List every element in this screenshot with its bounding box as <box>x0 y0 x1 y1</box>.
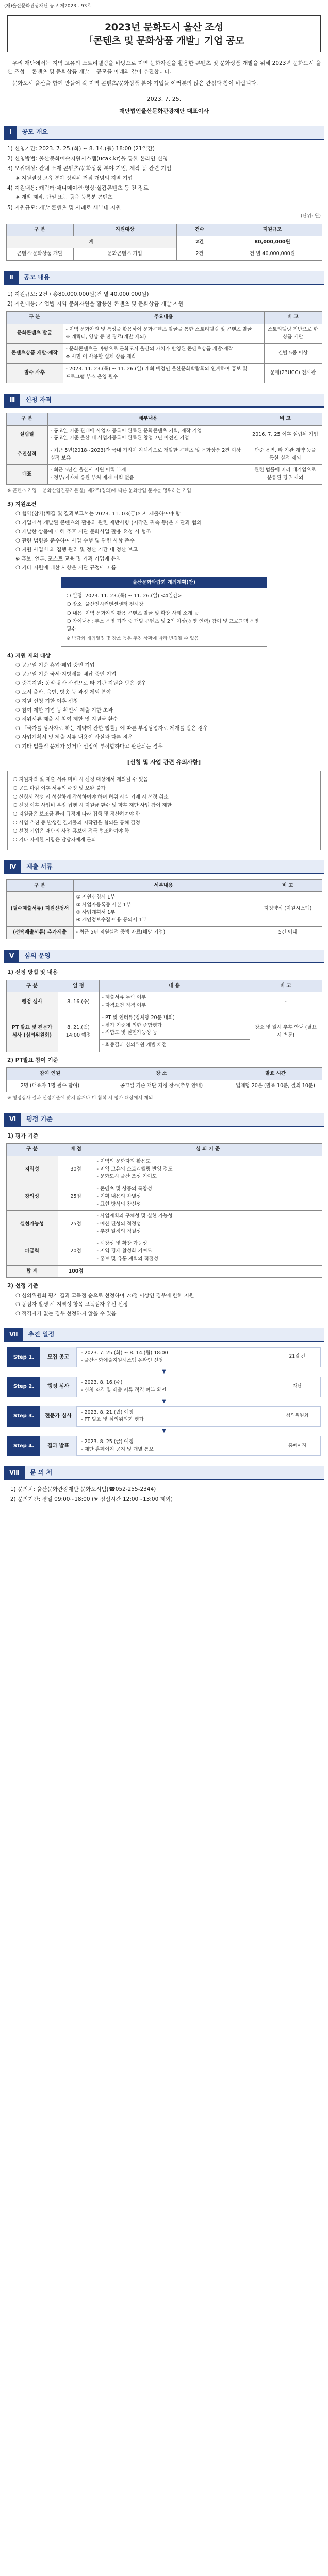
section-number: Ⅶ <box>4 1328 23 1341</box>
row-category: 추진실적 <box>6 445 47 465</box>
row-category: 콘텐츠상품 개발·제작 <box>6 344 63 363</box>
total-label: 계 <box>6 236 176 248</box>
exclusion-list <box>4 662 324 751</box>
date-signature <box>4 95 324 115</box>
pt-table <box>6 1067 322 1092</box>
criteria-item: - 콘텐츠 및 상품의 독창성 <box>96 1186 152 1192</box>
criteria-item: - 홍보 및 유통 계획의 적절성 <box>96 1256 158 1262</box>
caution-title: [신청 및 사업 관련 유의사항] <box>127 759 201 766</box>
row-note: 관련 법률에 따라 대기업으로 분류된 경우 제외 <box>249 465 322 484</box>
down-arrow-icon: ▼ <box>162 1398 166 1404</box>
table-row <box>6 992 322 1012</box>
exclusion-item: ❍ 「국가를 당사자로 하는 계약에 관한 법률」에 따른 부정당업자로 제재를 받은 경우 <box>15 725 208 732</box>
section-number: Ⅱ <box>4 271 19 284</box>
criteria-item: - 사업계획의 구체성 및 실현 가능성 <box>96 1213 173 1219</box>
overview-subitem: ※ 지원결정 고유 분야 정리된 거점 개념의 지역 기업 <box>15 175 133 181</box>
overview-item: 4) 지원내용: 캐릭터·애니메이션·영상·실감콘텐츠 등 전 장르 <box>7 185 149 191</box>
table-row <box>6 465 322 484</box>
table-row <box>6 927 322 939</box>
table-row <box>6 324 322 343</box>
down-arrow-icon: ▼ <box>162 1428 166 1434</box>
contact-item: 1) 문의처: 울산문화관광재단 문화도시팀(☎052-255-2344) <box>10 1486 156 1493</box>
table-header: 내 용 <box>99 980 250 992</box>
total-score: 100점 <box>58 1265 94 1278</box>
caution-box <box>7 771 321 850</box>
qualification-table <box>6 413 322 485</box>
table-header: 구 분 <box>6 1144 58 1156</box>
section-number: Ⅰ <box>4 126 17 139</box>
table-header: 세부내용 <box>47 413 249 425</box>
fair-plan-item: ❍ 일정: 2023. 11. 23.(목) ~ 11. 26.(일) <4일간> <box>67 593 182 599</box>
criteria-item: - 추진 일정의 적절성 <box>96 1228 141 1234</box>
unit-label: (단위: 원) <box>301 214 321 219</box>
criteria-item: - 지역 경제 활성화 기여도 <box>96 1248 152 1255</box>
pt-time: 업체당 20분 (발표 10분, 질의 10분) <box>229 1080 322 1092</box>
overview-item: 2) 신청방법: 울산문화예술지원시스템(ucak.kr)을 통한 온라인 신청 <box>7 155 168 162</box>
pt-place: 공고일 기준 재단 지정 장소(추후 안내) <box>94 1080 229 1092</box>
schedule-step <box>7 1377 321 1397</box>
step-name: 결과 발표 <box>40 1436 76 1456</box>
section-label: 공모 개요 <box>17 126 324 139</box>
row-score: 30점 <box>58 1156 94 1183</box>
schedule-step <box>7 1406 321 1427</box>
exclusion-item: ❍ 공고일 기준 국세·지방세를 체납 중인 기업 <box>15 671 117 677</box>
overview-list <box>4 145 324 212</box>
table-header: 배 점 <box>58 1144 94 1156</box>
step-description: - 2023. 8. 25.(금) 예정 - 재단 홈페이지 공지 및 개별 통보 <box>76 1436 274 1456</box>
section-label: 추진 일정 <box>23 1328 324 1341</box>
section-heading-overview <box>4 126 324 140</box>
row-category: 지역성 <box>6 1156 58 1183</box>
step-side: 홈페이지 <box>274 1436 321 1456</box>
row-score: 25점 <box>58 1211 94 1238</box>
condition-item: ❍ 협약(참가)체결 및 결과보고서는 2023. 11. 03(금)까지 제출하여야 함 <box>15 511 181 517</box>
table-row <box>6 363 322 383</box>
section-label: 신청 자격 <box>20 394 324 406</box>
row-description: - 최근 5년(2018~2023)간 국내 기업이 지체적으로 개발한 콘텐츠 및 문화상품 2건 이상 실적 보유 <box>47 445 249 465</box>
exclusion-item: ❍ 참여 제한 기업 등 확인서 제출 기한 초과 <box>15 707 113 714</box>
fair-plan-note: ※ 박람회 개최일정 및 장소 등은 추진 상황에 따라 변경될 수 있음 <box>67 636 199 641</box>
table-header: 지원대상 <box>73 224 176 236</box>
condition-item: ❍ 기타 지원에 대한 사항은 재단 규정에 따름 <box>15 565 117 571</box>
step-label: Step 1. <box>7 1347 40 1367</box>
criteria-item: - 기획 내용의 차별성 <box>96 1193 141 1199</box>
table-header: 지원규모 <box>223 224 322 236</box>
step-description: - 2023. 8. 16.(수) - 신청 자격 및 제출 서류 적격 여부 확인 <box>76 1377 274 1397</box>
exclusion-item: ❍ 기타 법률적 문제가 있거나 선정이 부적합하다고 판단되는 경우 <box>15 743 163 750</box>
row-note: 단순 용역, 타 기관 계약 등을 통한 실적 제외 <box>249 445 322 465</box>
condition-item: ❍ 관련 법령을 준수하여 사업 수행 및 관련 사항 준수 <box>15 538 135 544</box>
step-side: 심의위원회 <box>274 1406 321 1427</box>
table-header: 비 고 <box>250 980 322 992</box>
table-header: 발표 시간 <box>229 1067 322 1080</box>
overview-subitem: ※ 개발 제작, 단일 또는 묶음 등록분 콘텐츠 <box>15 195 113 201</box>
row-description: - 2023. 11. 23.(목) ~ 11. 26.(일) 개최 예정인 울산문화박람회와 연계하여 홍보 및 프로그램 부스 운영 필수 <box>63 363 264 383</box>
section-number: Ⅳ <box>4 860 21 873</box>
table-row <box>6 425 322 445</box>
row-description: - 문화콘텐츠를 바탕으로 문화도시 울산의 가치가 반영된 콘텐츠상품 개발·제작 ※ 시민 이 사용할 실제 상품 제작 <box>63 344 264 363</box>
table-header: 구 분 <box>6 312 63 324</box>
document-item: - 최근 5년 지원실적 증빙 자료(해당 기업) <box>76 929 166 936</box>
pt-people: 2명 (대표자 1명 필수 참여) <box>6 1080 94 1092</box>
section-heading-review <box>4 950 324 963</box>
section-number: Ⅴ <box>4 950 19 962</box>
review-subtitle: 1) 선정 방법 및 내용 <box>7 969 58 976</box>
fair-plan-item: ❍ 참여내용: 부스 운영 기간 중 개발 콘텐츠 및 2인 이상(운영 인력) 참여 및 프로그램 운영 필수 <box>67 619 259 633</box>
condition-item: ❍ 기업에서 개발된 콘텐츠의 활용과 관련 제반사항 (저작권 귀속 등)은 재단과 협의 <box>15 520 202 526</box>
table-row <box>6 248 322 261</box>
intro-paragraph: 문화도시 울산을 함께 만들어 갈 지역 콘텐츠/문화상품 분야 기업들 여러분의 많은 관심과 참여 바랍니다. <box>12 80 258 87</box>
table-header: 구 분 <box>6 224 73 236</box>
row-category: 창의성 <box>6 1183 58 1211</box>
step-label: Step 2. <box>7 1377 40 1397</box>
conditions-title: 3) 지원조건 <box>7 501 37 507</box>
fair-plan-item: ❍ 내용: 지역 문화자원 활용 콘텐츠 발굴 및 확장 사례 소개 등 <box>67 610 199 616</box>
section-label: 심의 운영 <box>19 950 324 962</box>
contact-info <box>7 1485 321 1504</box>
table-header: 비 고 <box>254 879 322 892</box>
exclusion-item: ❍ 공고일 기준 휴업·폐업 중인 기업 <box>15 663 95 669</box>
section-heading-qualification <box>4 394 324 408</box>
score-title: 1) 평가 기준 <box>7 1132 38 1139</box>
row-category: 실현가능성 <box>6 1211 58 1238</box>
row-note: 문예(23UCC) 전시관 <box>264 363 322 383</box>
total-count: 2건 <box>176 236 223 248</box>
row-description: - 최근 5년간 울산시 지원 이력 부재 - 정부/지자체 유관 부처 제재 이력 없음 <box>47 465 249 484</box>
step-name: 행정 심사 <box>40 1377 76 1397</box>
criteria-item: - 시장성 및 확장 가능성 <box>96 1241 147 1247</box>
row-category: (필수제출서류) 지원신청서 <box>6 892 73 927</box>
caution-item: ❍ 지원자격 및 제출 서류 미비 시 선정 대상에서 제외될 수 있음 <box>13 777 148 783</box>
step-description: - 2023. 8. 21.(월) 예정 - PT 발표 및 심의위원회 평가 <box>76 1406 274 1427</box>
row-category: 콘텐츠·문화상품 개발 <box>6 248 73 261</box>
qualification-note: ※ 콘텐츠 기업 「문화산업진흥기본법」제2조(정의)에 따른 문화산업 분야를 영위하는 기업 <box>7 488 191 494</box>
row-note: - <box>250 992 322 1012</box>
table-row <box>6 344 322 363</box>
document-item: ① 지원신청서 1부 <box>76 894 116 901</box>
criteria-item: - 문화도시 울산 조성 기여도 <box>96 1174 157 1180</box>
table-header: 건수 <box>176 224 223 236</box>
table-header: 심 의 기 준 <box>94 1144 322 1156</box>
condition-item: ❍ 지원 사업비 의 집행 관리 및 정산 기간 내 정산 보고 <box>15 547 138 553</box>
exclusion-item: ❍ 사업계획서 및 제출 서류 내용이 사실과 다른 경우 <box>15 735 133 741</box>
table-row <box>6 1012 322 1039</box>
section-number: Ⅵ <box>4 1113 21 1126</box>
schedule-step <box>7 1436 321 1456</box>
select-item: ❍ 적격자가 없는 경우 선정하지 않을 수 있음 <box>15 1311 117 1317</box>
step-label: Step 4. <box>7 1436 40 1456</box>
row-note: 건별 5종 이상 <box>264 344 322 363</box>
exclusion-item: ❍ 중복지원: 동일·유사 사업으로 타 기관 지원을 받은 경우 <box>15 681 146 687</box>
content-item: 1) 지원규모: 2건 / 총80,000,000원(건 별 40,000,000원) <box>7 291 149 297</box>
table-row <box>6 892 322 927</box>
table-header: 구 분 <box>6 413 47 425</box>
section-heading-schedule <box>4 1328 324 1342</box>
row-note: 5건 이내 <box>254 927 322 939</box>
contact-item: 2) 문의기간: 평일 09:00~18:00 (※ 점심시간 12:00~13:00 제외) <box>10 1496 173 1503</box>
section-heading-scoring <box>4 1113 324 1127</box>
review-table <box>6 980 322 1052</box>
total-label: 합 계 <box>6 1265 58 1278</box>
exclusion-item: ❍ 지원 신청 기한 이후 신청 <box>15 699 78 705</box>
down-arrow-icon: ▼ <box>162 1369 166 1375</box>
select-title: 2) 선정 기준 <box>7 1283 38 1290</box>
overview-item: 5) 지원규모: 개발 콘텐츠 및 사례로 세부내 지원 <box>7 204 121 211</box>
row-date: 8. 21.(월) 14:00 예정 <box>58 1012 99 1052</box>
select-item: ❍ 동점자 발생 시 지역성 항목 고득점자 우선 선정 <box>15 1302 128 1308</box>
row-target: 문화콘텐츠 기업 <box>73 248 176 261</box>
step-name: 모집 공고 <box>40 1347 76 1367</box>
row-description: - 지역 문화자원 및 특성을 활용하여 문화콘텐츠 발굴을 통한 스토리텔링 및 콘텐츠 발굴 ※ 캐릭터, 영상 등 전 장르(개발 제외) <box>63 324 264 343</box>
criteria-item: - 지역 고유의 스토리텔링 반영 정도 <box>96 1166 173 1172</box>
row-category: PT 발표 및 전문가 심사 (심의위원회) <box>6 1012 58 1052</box>
document-item: ③ 사업계획서 1부 <box>76 909 116 916</box>
table-row <box>6 1080 322 1092</box>
table-header: 비 고 <box>249 413 322 425</box>
exclusion-item: ❍ 허위서류 제출 시 참여 제한 및 지원금 환수 <box>15 717 118 723</box>
table-header: 세부내용 <box>73 879 254 892</box>
row-description: - PT 및 인터뷰(업체당 20분 내외) - 평가 기준에 의한 종합평가 - 적합도 및 실현가능성 등 <box>99 1012 250 1039</box>
document-item: ② 사업자등록증 사본 1부 <box>76 902 131 908</box>
schedule-steps <box>7 1347 321 1456</box>
exclusion-item: ❍ 도서 출판, 음반, 방송 등 과정 제외 분야 <box>15 689 111 696</box>
table-row <box>6 1156 322 1183</box>
condition-item: ※ 홍보, 언론, 포스트 교육 및 기획 기업에 유의 <box>15 556 121 562</box>
row-description: - 제출서류 누락 여부 - 자격요건 적격 여부 <box>99 992 250 1012</box>
section-heading-content <box>4 271 324 285</box>
caution-item: ❍ 기타 자세한 사항은 담당자에게 문의 <box>13 837 96 843</box>
row-description: - 공고일 기준 관내에 사업자 등록이 완료된 문화콘텐츠 기획, 제작 기업 - 공고일 기준 울산 내 사업자등록이 완료된 창업 7년 이전인 기업 <box>47 425 249 445</box>
notice-date: 2023. 7. 25. <box>146 96 182 103</box>
step-side: 21일 간 <box>274 1347 321 1367</box>
row-note: 장소 및 일시 추후 안내 (필요 시 변동) <box>250 1012 322 1052</box>
intro-paragraph: 우리 재단에서는 지역 고유의 스토리텔링을 바탕으로 지역 문화자원을 활용한 콘텐츠 및 문화상품 개발을 위해 2023년 문화도시 울산 조성 「콘텐츠 및 문화상품 개발」 공모를 아래와 같이 추진합니다. <box>7 60 321 75</box>
section-label: 공모 내용 <box>19 271 324 284</box>
section-number: Ⅲ <box>4 394 20 406</box>
criteria-item: - 예산 편성의 적정성 <box>96 1221 141 1227</box>
row-amount: 건 별 40,000,000원 <box>223 248 322 261</box>
fair-plan-title: 울산문화박람회 개최계획(안) <box>61 577 267 589</box>
table-row <box>6 1238 322 1265</box>
documents-table <box>6 879 322 939</box>
schedule-step <box>7 1347 321 1367</box>
table-header: 주요내용 <box>63 312 264 324</box>
caution-item: ❍ 선정 이후 사업비 부정 집행 시 지원금 환수 및 향후 재단 사업 참여 제한 <box>13 803 172 809</box>
select-item: ❍ 심의위원회 평가 결과 고득점 순으로 선정하며 70점 이상인 경우에 한해 지원 <box>15 1293 194 1299</box>
title-box <box>7 15 321 52</box>
issuer: 재단법인울산문화관광재단 대표이사 <box>119 108 209 115</box>
table-header: 참여 인원 <box>6 1067 94 1080</box>
table-header: 구 분 <box>6 980 58 992</box>
table-header: 장 소 <box>94 1067 229 1080</box>
caution-item: ❍ 사업 추진 중 발생한 결과물의 저작권은 협의를 통해 결정 <box>13 820 140 826</box>
table-header: 일 정 <box>58 980 99 992</box>
row-category: 설립일 <box>6 425 47 445</box>
row-category: 파급력 <box>6 1238 58 1265</box>
caution-item: ❍ 신청서 작성 시 성실하게 작성하여야 하며 허위 사실 기재 시 선정 취소 <box>13 794 169 800</box>
row-category: (선택제출서류) 추가제출 <box>6 927 73 939</box>
table-header: 비 고 <box>264 312 322 324</box>
row-category: 대표 <box>6 465 47 484</box>
fair-plan-box <box>61 577 267 647</box>
row-category: 문화콘텐츠 발굴 <box>6 324 63 343</box>
step-name: 전문가 심사 <box>40 1406 76 1427</box>
document-item: ④ 개인정보수집·이용 동의서 1부 <box>76 917 147 923</box>
section-label: 제출 서류 <box>21 860 324 873</box>
overview-item: 3) 모집대상: 관내 소재 콘텐츠/문화상품 분야 기업, 제작 등 관련 기업 <box>7 165 172 172</box>
total-amount: 80,000,000원 <box>223 236 322 248</box>
row-category: 발수 사후 <box>6 363 63 383</box>
page-title-line1: 2023년 문화도시 울산 조성 <box>105 21 223 33</box>
row-note: 2016. 7. 25 이후 설립된 기업 <box>249 425 322 445</box>
row-score: 20점 <box>58 1238 94 1265</box>
fair-plan-item: ❍ 장소: 울산전시컨벤션센터 전시장 <box>67 602 144 608</box>
table-row <box>6 1211 322 1238</box>
page-title-line2: 「콘텐츠 및 문화상품 개발」기업 공모 <box>84 35 244 46</box>
row-date: 8. 16.(수) <box>58 992 99 1012</box>
table-row <box>6 236 322 248</box>
criteria-item: - 지역의 문화자원 활용도 <box>96 1158 151 1164</box>
row-count: 2건 <box>176 248 223 261</box>
caution-item: ❍ 지원금은 보조금 관리 규정에 따라 집행 및 정산하여야 함 <box>13 811 140 818</box>
pt-title: 2) PT발표 참여 기준 <box>7 1057 58 1063</box>
table-row <box>6 1265 322 1278</box>
table-row <box>6 1183 322 1211</box>
section-number: Ⅷ <box>4 1466 25 1479</box>
table-header: 구 분 <box>6 879 73 892</box>
exclusion-title: 4) 지원 제외 대상 <box>7 652 51 659</box>
step-label: Step 3. <box>7 1406 40 1427</box>
criteria-item: - 표현 방식의 참신성 <box>96 1201 141 1207</box>
content-item: 2) 지원내용: 기업별 지역 문화자원을 활용한 콘텐츠 및 문화상품 개발 지원 <box>7 300 184 307</box>
row-score: 25점 <box>58 1183 94 1211</box>
caution-item: ❍ 선정 기업은 재단의 사업 홍보에 적극 협조하여야 함 <box>13 828 129 835</box>
pt-note: ※ 행정심사 결과 선정기준에 맞지 않거나 미 참석 시 평가 대상에서 제외 <box>7 1096 153 1101</box>
caution-item: ❍ 공모 마감 이후 서류의 수정 및 보완 불가 <box>13 785 106 791</box>
overview-table <box>6 224 322 261</box>
row-note: 지정양식 (지원시스템) <box>254 892 322 927</box>
step-description: - 2023. 7. 25.(화) ~ 8. 14.(월) 18:00 - 울산문화예술지원시스템 온라인 신청 <box>76 1347 274 1367</box>
row-note: 스토리텔링 기반으로 한 상품 개발 <box>264 324 322 343</box>
row-description: - 최종결과 심의위원 개별 채점 <box>99 1040 250 1052</box>
intro <box>7 59 321 88</box>
overview-item: 1) 신청기간: 2023. 7. 25.(화) ~ 8. 14.(월) 18:00 (21일간) <box>7 145 155 152</box>
section-label: 평정 기준 <box>21 1113 324 1126</box>
step-side: 재단 <box>274 1377 321 1397</box>
section-heading-documents <box>4 860 324 874</box>
section-label: 문 의 처 <box>25 1466 324 1479</box>
condition-item: ❍ 개발한 상품에 대해 추후 재단 문화사업 활용 요청 시 협조 <box>15 529 151 535</box>
section-heading-contact <box>4 1466 324 1480</box>
row-category: 행정 심사 <box>6 992 58 1012</box>
notice-number: (재)울산문화관광재단 공고 제2023 - 93호 <box>4 4 92 9</box>
conditions-list <box>4 510 324 572</box>
table-row <box>6 445 322 465</box>
content-table <box>6 311 322 383</box>
score-table <box>6 1143 322 1278</box>
